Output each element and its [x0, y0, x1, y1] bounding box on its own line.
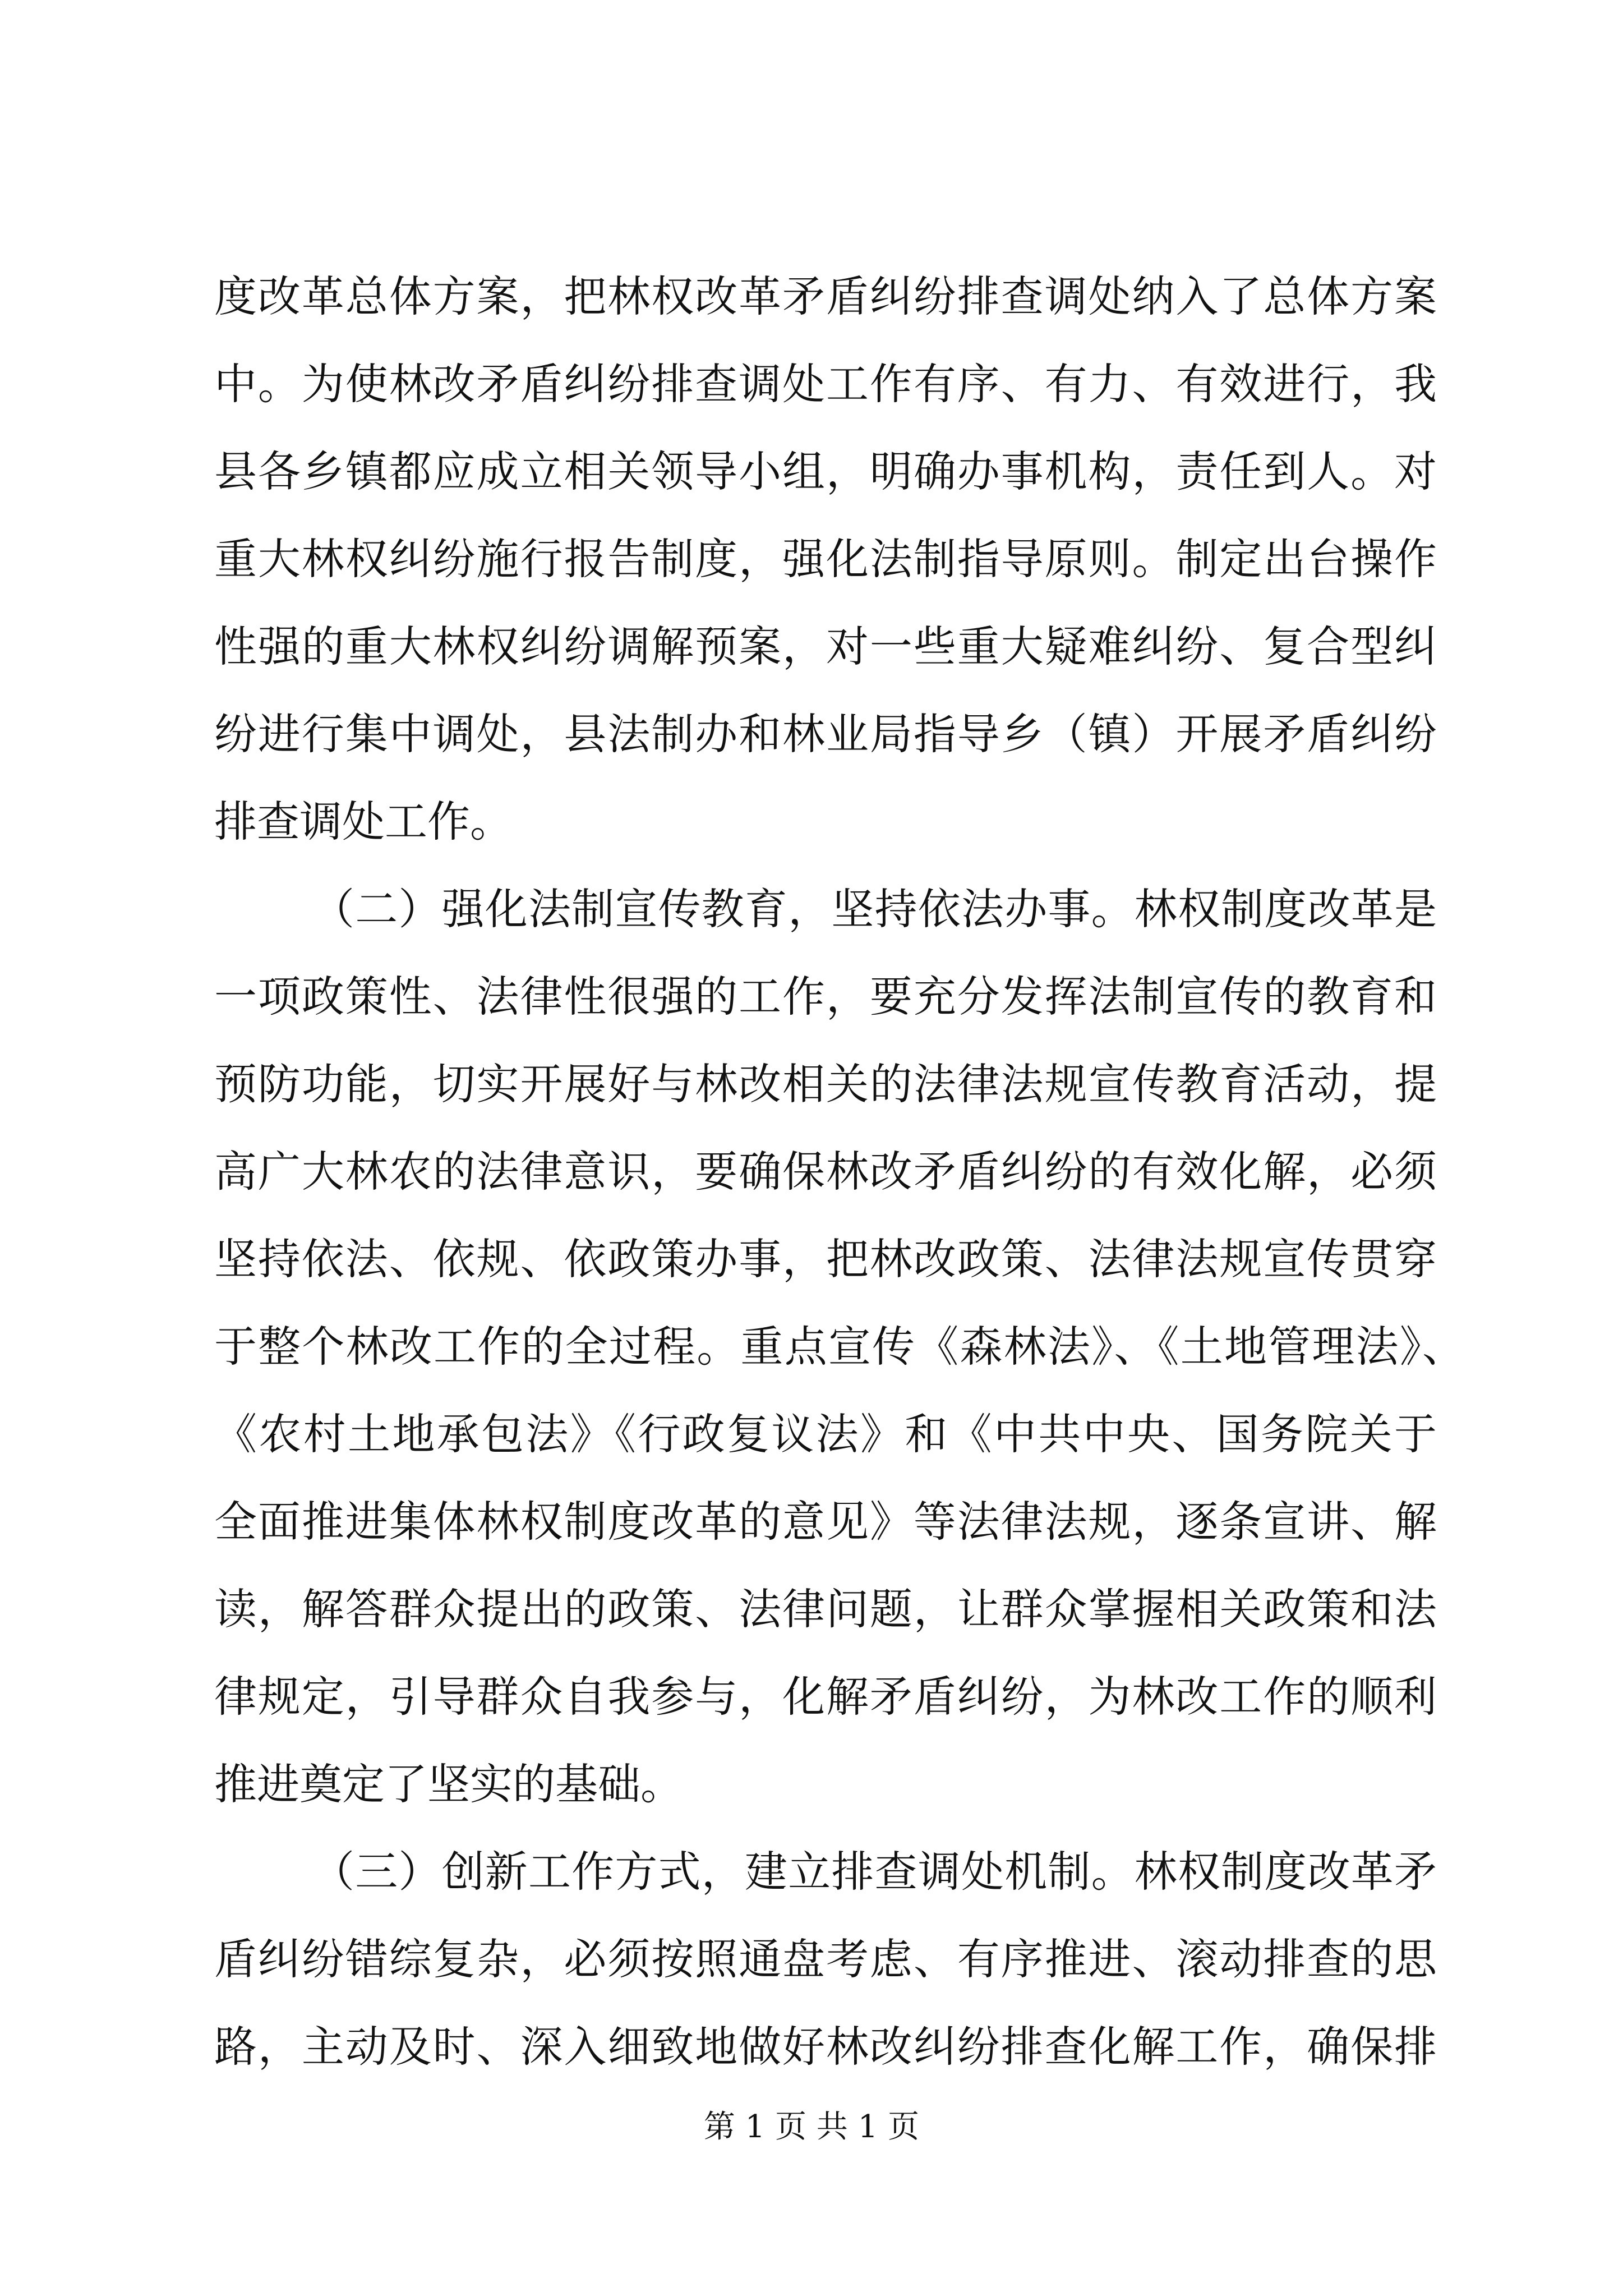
- body-text-line: 全面推进集体林权制度改革的意见》等法律法规，逐条宣讲、解: [214, 1497, 1437, 1547]
- paragraph-heading-line: （二）强化法制宣传教育，坚持依法办事。林权制度改革是: [312, 884, 1437, 934]
- body-text-line: 于整个林改工作的全过程。重点宣传《森林法》、《土地管理法》、: [214, 1322, 1465, 1372]
- body-text-line: 预防功能，切实开展好与林改相关的法律法规宣传教育活动，提: [214, 1059, 1437, 1109]
- body-text-line: 坚持依法、依规、依政策办事，把林改政策、法律法规宣传贯穿: [214, 1234, 1437, 1284]
- body-text-line: 中。为使林改矛盾纠纷排查调处工作有序、有力、有效进行，我: [214, 359, 1437, 409]
- paragraph-heading-line: （三）创新工作方式，建立排查调处机制。林权制度改革矛: [312, 1847, 1437, 1897]
- body-text-line: 高广大林农的法律意识，要确保林改矛盾纠纷的有效化解，必须: [214, 1147, 1437, 1197]
- page-number-footer: 第 1 页 共 1 页: [703, 2109, 920, 2145]
- body-text-line: 路，主动及时、深入细致地做好林改纠纷排查化解工作，确保排: [214, 2022, 1437, 2072]
- body-text-line: 排查调处工作。: [214, 797, 513, 846]
- body-text-line: 律规定，引导群众自我参与，化解矛盾纠纷，为林改工作的顺利: [214, 1672, 1437, 1722]
- body-text-line: 重大林权纠纷施行报告制度，强化法制指导原则。制定出台操作: [214, 534, 1437, 584]
- body-text-line: 推进奠定了坚实的基础。: [214, 1759, 683, 1809]
- body-text-line: 度改革总体方案，把林权改革矛盾纠纷排查调处纳入了总体方案: [214, 272, 1437, 321]
- body-text-line: 读，解答群众提出的政策、法律问题，让群众掌握相关政策和法: [214, 1584, 1437, 1634]
- body-text-line: 县各乡镇都应成立相关领导小组，明确办事机构，责任到人。对: [214, 447, 1437, 496]
- body-text-line: 《农村土地承包法》《行政复议法》和《中共中央、国务院关于: [214, 1409, 1437, 1459]
- body-text-line: 性强的重大林权纠纷调解预案，对一些重大疑难纠纷、复合型纠: [214, 622, 1437, 671]
- body-text-line: 盾纠纷错综复杂，必须按照通盘考虑、有序推进、滚动排查的思: [214, 1934, 1437, 1984]
- body-text-line: 一项政策性、法律性很强的工作，要充分发挥法制宣传的教育和: [214, 972, 1437, 1022]
- body-text-line: 纷进行集中调处，县法制办和林业局指导乡（镇）开展矛盾纠纷: [214, 709, 1437, 759]
